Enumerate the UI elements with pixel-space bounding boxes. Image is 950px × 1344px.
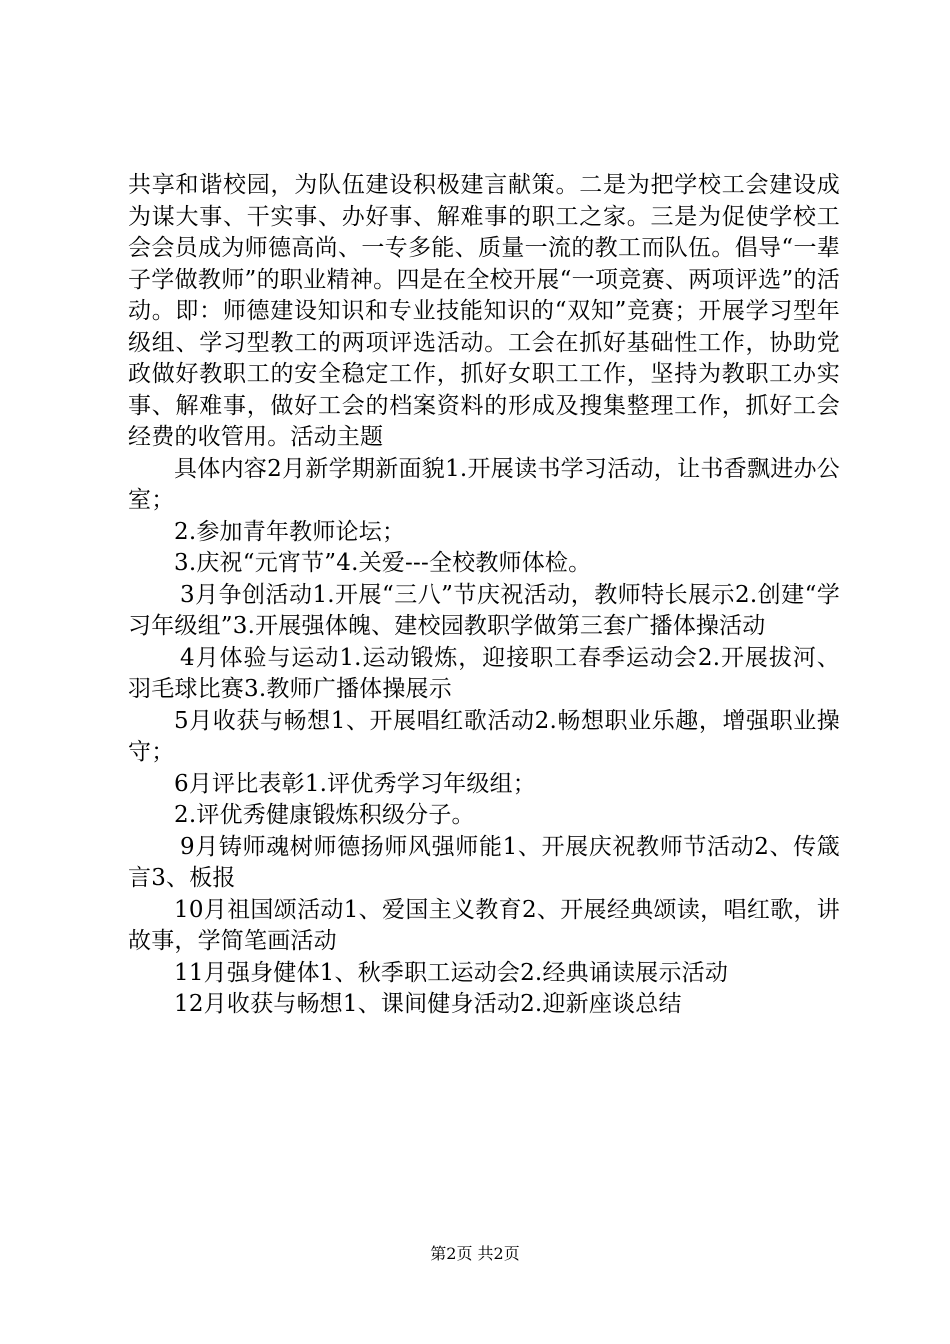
paragraph-april: 4月体验与运动1.运动锻炼，迎接职工春季运动会2.开展拔河、羽毛球比赛3.教师广播体操展示 <box>128 644 840 702</box>
page-footer <box>0 1244 950 1264</box>
paragraph-february: 具体内容2月新学期新面貌1.开展读书学习活动，让书香飘进办公室； <box>128 455 840 513</box>
paragraph-october: 10月祖国颂活动1、爱国主义教育2、开展经典颂读，唱红歌，讲故事，学简笔画活动 <box>128 896 840 954</box>
paragraph-september: 9月铸师魂树师德扬师风强师能1、开展庆祝教师节活动2、传箴言3、板报 <box>128 833 840 891</box>
paragraph-march: 3月争创活动1.开展“三八”节庆祝活动，教师特长展示2.创建“学习年级组”3.开展强体魄、建校园教职学做第三套广播体操活动 <box>128 581 840 639</box>
paragraph-may: 5月收获与畅想1、开展唱红歌活动2.畅想职业乐趣，增强职业操守； <box>128 707 840 765</box>
paragraph-november: 11月强身健体1、秋季职工运动会2.经典诵读展示活动 <box>174 959 729 986</box>
paragraph-december: 12月收获与畅想1、课间健身活动2.迎新座谈总结 <box>174 991 682 1017</box>
paragraph-june: 6月评比表彰1.评优秀学习年级组； <box>174 770 536 797</box>
document-body <box>128 170 840 1021</box>
page-number-label: 第2页 共2页 <box>430 1244 520 1263</box>
paragraph-february-item-3: 3.庆祝“元宵节”4.关爱---全校教师体检。 <box>174 550 592 576</box>
paragraph-intro: 共享和谐校园，为队伍建设积极建言献策。二是为把学校工会建设成为谋大事、干实事、办好事、解难事的职工之家。三是为促使学校工会会员成为师德高尚、一专多能、质量一流的教工而队伍。倡导“一辈子学做教师”的职业精神。四是在全校开展“一项竞赛、两项评选”的活动。即：师德建设知识和专业技能知识的“双知”竞赛；开展学习型年级组、学习型教工的两项评选活动。工会在抓好基础性工作，协助党政做好教职工的安全稳定工作，抓好女职工工作，坚持为教职工办实事、解难事，做好工会的档案资料的形成及搜集整理工作，抓好工会经费的收管用。活动主题 <box>128 172 840 450</box>
paragraph-june-item-2: 2.评优秀健康锻炼积级分子。 <box>174 802 475 828</box>
paragraph-february-item-2: 2.参加青年教师论坛； <box>174 518 406 545</box>
